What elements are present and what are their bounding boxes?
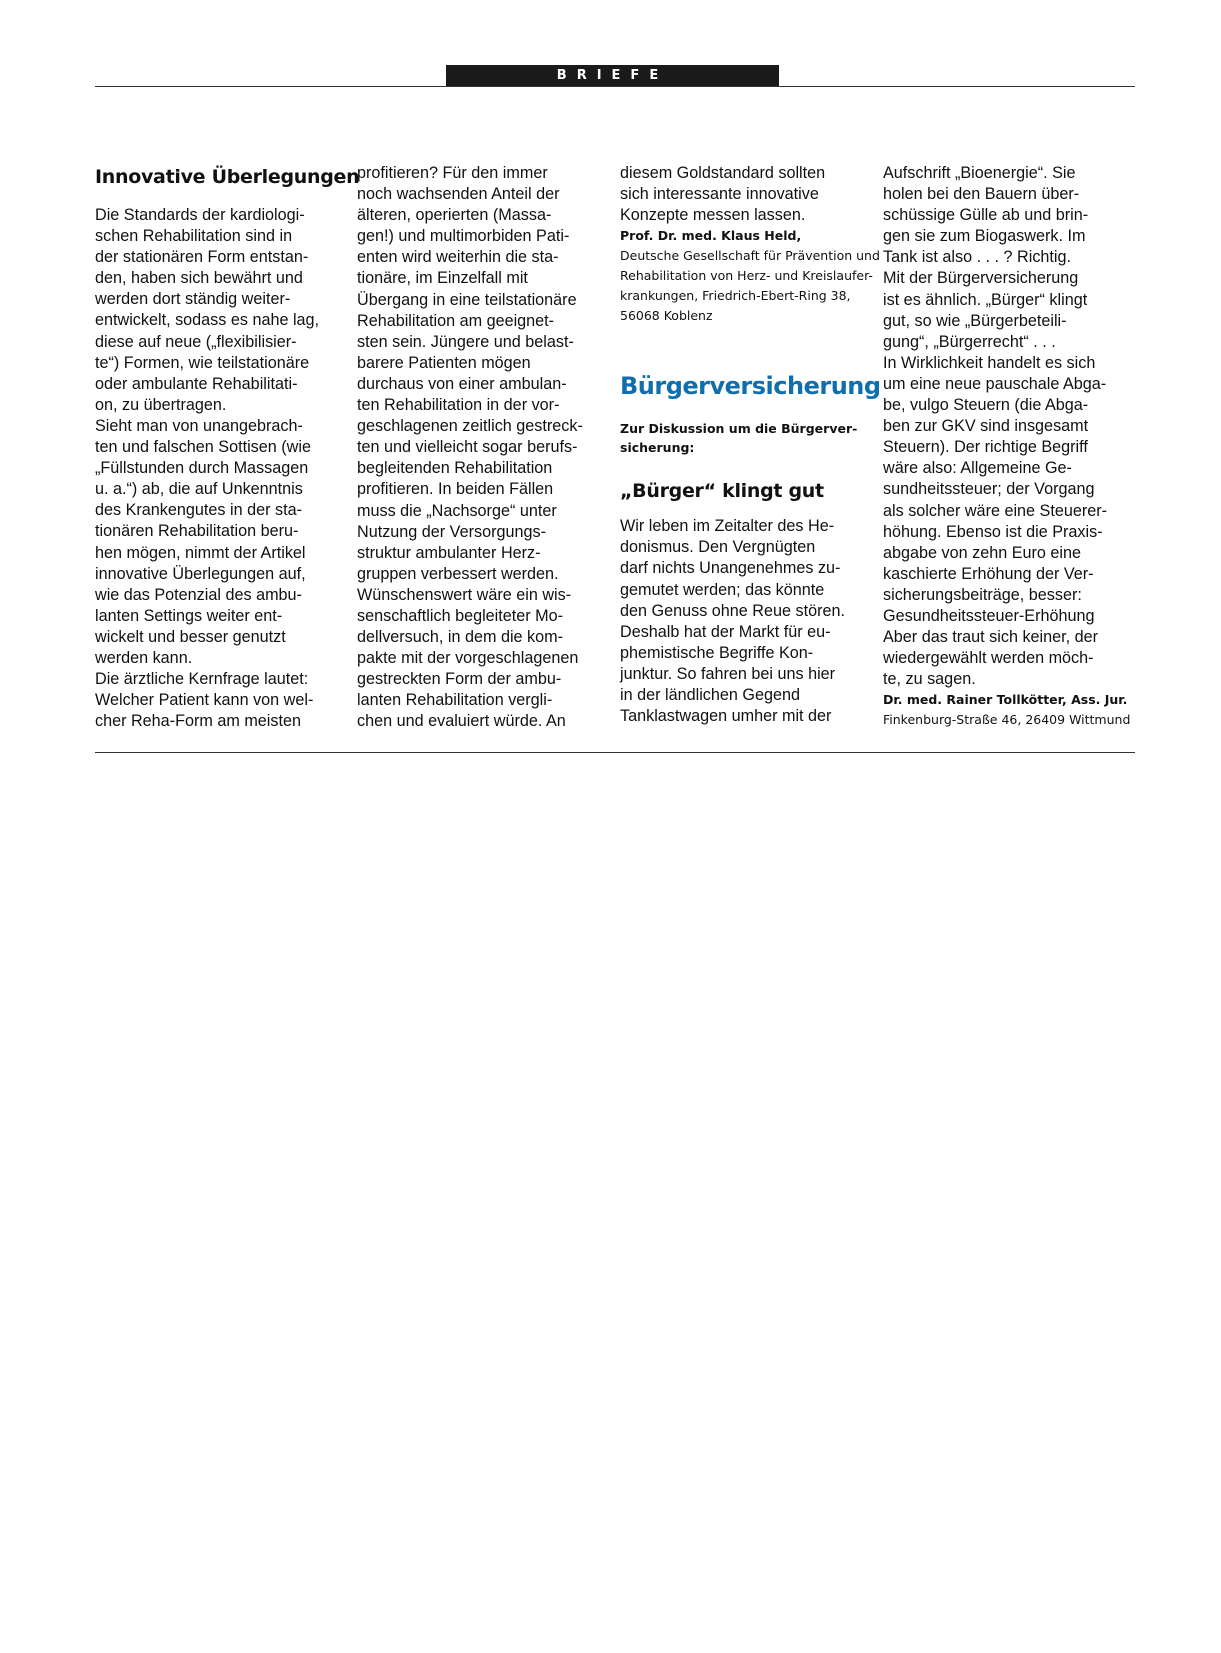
text-line: phemistische Begriffe Kon- <box>620 643 814 662</box>
text-line: abgabe von zehn Euro eine <box>883 543 1082 562</box>
text-line: diesem Goldstandard sollten <box>620 164 826 182</box>
text-line: Rehabilitation am geeignet- <box>357 311 555 330</box>
text-line: wiedergewählt werden möch- <box>883 649 1094 668</box>
text-line: diese auf neue („flexibilisier- <box>95 332 297 351</box>
text-line: lanten Rehabilitation vergli- <box>357 691 553 710</box>
text-line: gen sie zum Biogaswerk. Im <box>883 227 1086 246</box>
text-line: entwickelt, sodass es nahe lag, <box>95 311 320 330</box>
text-line: 56068 Koblenz <box>620 308 713 324</box>
text-line: gestreckten Form der ambu- <box>357 670 562 689</box>
text-line: lanten Settings weiter ent- <box>95 606 283 625</box>
text-line: gung“, „Bürgerrecht“ . . . <box>883 332 1056 351</box>
text-line: u. a.“) ab, die auf Unkenntnis <box>95 480 303 499</box>
text-line: ten und vielleicht sogar berufs- <box>357 438 578 457</box>
text-line: dellversuch, in dem die kom- <box>357 628 564 647</box>
column-1 <box>95 163 360 732</box>
letter2-affiliation: Finkenburg-Straße 46, 26409 Wittmund <box>883 712 1131 728</box>
text-line: holen bei den Bauern über- <box>883 185 1080 204</box>
text-line: profitieren? Für den immer <box>357 164 548 182</box>
text-line: Konzepte messen lassen. <box>620 206 806 225</box>
text-line: hen mögen, nimmt der Artikel <box>95 543 306 562</box>
letter1-title: Innovative Überlegungen <box>95 166 360 188</box>
text-line: senschaftlich begleiteter Mo- <box>357 606 564 625</box>
text-line: innovative Überlegungen auf, <box>95 564 306 583</box>
text-line: gut, so wie „Bürgerbeteili- <box>883 311 1067 330</box>
text-line: wickelt und besser genutzt <box>95 627 286 646</box>
letter1-affiliation <box>620 246 880 326</box>
text-line: Nutzung der Versorgungs- <box>357 522 546 541</box>
letter2-intro <box>620 419 870 457</box>
text-line: pakte mit der vorgeschlagenen <box>357 649 579 668</box>
column-4 <box>883 163 1133 730</box>
text-line: Tank ist also . . . ? Richtig. <box>883 248 1072 267</box>
text-line: Mit der Bürgerversicherung <box>883 269 1079 288</box>
text-line: profitieren. In beiden Fällen <box>357 480 554 499</box>
text-line: durchaus von einer ambulan- <box>357 374 567 393</box>
text-line: älteren, operierten (Massa- <box>357 206 552 225</box>
footer-rule <box>95 752 1135 753</box>
text-line: Rehabilitation von Herz- und Kreislaufer- <box>620 268 873 284</box>
text-line: sicherungsbeiträge, besser: <box>883 585 1082 604</box>
text-line: ten und falschen Sottisen (wie <box>95 438 311 457</box>
text-line: sten sein. Jüngere und belast- <box>357 332 574 351</box>
text-line: Übergang in eine teilstationäre <box>357 290 577 309</box>
letter1-body-col2 <box>357 163 607 733</box>
text-line: te, zu sagen. <box>883 670 976 689</box>
text-line: „Füllstunden durch Massagen <box>95 459 309 478</box>
text-line: um eine neue pauschale Abga- <box>883 374 1107 393</box>
letter2-topic-heading: Bürgerversicherung <box>620 372 881 401</box>
text-line: on, zu übertragen. <box>95 395 227 414</box>
text-line: Tanklastwagen umher mit der <box>620 707 832 726</box>
text-line: Die Standards der kardiologi- <box>95 206 305 224</box>
text-line: gemutet werden; das könnte <box>620 580 825 599</box>
text-line: gruppen verbessert werden. <box>357 564 559 583</box>
text-line: In Wirklichkeit handelt es sich <box>883 353 1096 372</box>
letter2-author: Dr. med. Rainer Tollkötter, Ass. Jur. <box>883 692 1128 708</box>
letter1-body-col3 <box>620 163 870 226</box>
text-line: Welcher Patient kann von wel- <box>95 691 314 710</box>
letter2-body-col3 <box>620 516 870 727</box>
text-line: Sieht man von unangebrach- <box>95 416 303 435</box>
text-line: Deshalb hat der Markt für eu- <box>620 622 831 641</box>
text-line: tionären Rehabilitation beru- <box>95 522 299 541</box>
text-line: tionäre, im Einzelfall mit <box>357 269 528 288</box>
text-line: Die ärztliche Kernfrage lautet: <box>95 670 309 689</box>
text-line: junktur. So fahren bei uns hier <box>620 664 836 683</box>
text-line: sich interessante innovative <box>620 185 819 204</box>
text-line: Gesundheitssteuer-Erhöhung <box>883 606 1095 625</box>
text-line: chen und evaluiert würde. An <box>357 712 566 731</box>
text-line: wie das Potenzial des ambu- <box>95 585 302 604</box>
text-line: Wünschenswert wäre ein wis- <box>357 585 572 604</box>
text-line: Wir leben im Zeitalter des He- <box>620 517 835 536</box>
text-line: wäre also: Allgemeine Ge- <box>883 459 1072 478</box>
text-line: cher Reha-Form am meisten <box>95 712 302 731</box>
text-line: der stationären Form entstan- <box>95 248 309 267</box>
text-line: be, vulgo Steuern (die Abga- <box>883 396 1089 415</box>
text-line: sundheitssteuer; der Vorgang <box>883 480 1095 499</box>
text-line: schen Rehabilitation sind in <box>95 227 293 246</box>
text-line: ten Rehabilitation in der vor- <box>357 396 560 415</box>
text-line: krankungen, Friedrich-Ebert-Ring 38, <box>620 288 851 304</box>
text-line: oder ambulante Rehabilitati- <box>95 374 298 393</box>
text-line: den, haben sich bewährt und <box>95 269 303 288</box>
text-line: Deutsche Gesellschaft für Prävention und <box>620 248 880 264</box>
letter1-author: Prof. Dr. med. Klaus Held, <box>620 228 802 244</box>
text-line: den Genuss ohne Reue stören. <box>620 601 845 620</box>
text-line: sicherung: <box>620 440 695 456</box>
text-line: höhung. Ebenso ist die Praxis- <box>883 522 1103 541</box>
text-line: barere Patienten mögen <box>357 353 531 372</box>
text-line: muss die „Nachsorge“ unter <box>357 501 557 520</box>
text-line: ist es ähnlich. „Bürger“ klingt <box>883 290 1088 309</box>
text-line: werden kann. <box>95 648 193 667</box>
text-line: als solcher wäre eine Steuerer- <box>883 501 1108 520</box>
text-line: Steuern). Der richtige Begriff <box>883 438 1088 457</box>
text-line: darf nichts Unangenehmes zu- <box>620 559 841 578</box>
letter2-title: „Bürger“ klingt gut <box>620 480 824 503</box>
text-line: struktur ambulanter Herz- <box>357 543 541 562</box>
section-label: BRIEFE <box>446 65 779 86</box>
text-line: geschlagenen zeitlich gestreck- <box>357 417 583 436</box>
text-line: donismus. Den Vergnügten <box>620 538 816 557</box>
text-line: ben zur GKV sind insgesamt <box>883 417 1089 436</box>
text-line: in der ländlichen Gegend <box>620 686 800 705</box>
text-line: Aber das traut sich keiner, der <box>883 628 1099 647</box>
text-line: des Krankengutes in der sta- <box>95 501 302 520</box>
text-line: gen!) und multimorbiden Pati- <box>357 227 570 246</box>
letter1-body-col1 <box>95 205 345 732</box>
text-line: noch wachsenden Anteil der <box>357 185 560 204</box>
text-line: te“) Formen, wie teilstationäre <box>95 353 310 372</box>
text-line: enten wird weiterhin die sta- <box>357 248 559 267</box>
text-line: schüssige Gülle ab und brin- <box>883 206 1089 225</box>
text-line: Zur Diskussion um die Bürgerver- <box>620 421 858 437</box>
column-2 <box>357 163 607 733</box>
text-line: kaschierte Erhöhung der Ver- <box>883 564 1094 583</box>
text-line: werden dort ständig weiter- <box>95 290 291 309</box>
text-line: begleitenden Rehabilitation <box>357 459 553 478</box>
text-line: Aufschrift „Bioenergie“. Sie <box>883 164 1076 182</box>
column-3 <box>620 163 881 727</box>
letter2-body-col4 <box>883 163 1133 690</box>
header-rule <box>95 86 1135 87</box>
